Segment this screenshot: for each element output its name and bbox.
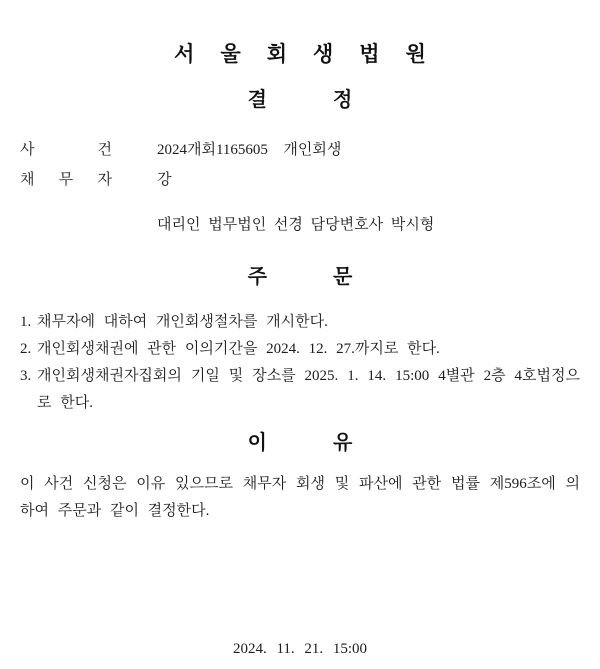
debtor-value: 강 [157, 172, 172, 188]
order-item: 개인회생채권에 관한 이의기간을 2024. 12. 27.까지로 한다. [37, 341, 440, 357]
representative-line: 대리인 법무법인 선경 담당변호사 박시형 [157, 217, 435, 233]
order-heading: 주문 [247, 266, 419, 288]
decision-date: 2024. 11. 21. 15:00 [232, 641, 368, 657]
case-info-block [20, 142, 580, 188]
order-item: 개인회생채권자집회의 기일 및 장소를 2025. 1. 14. 15:00 4별관 2층 4호법정으로 한다. [37, 368, 580, 411]
debtor-row [20, 172, 580, 188]
case-number-value: 2024개회1165605 개인회생 [157, 142, 342, 158]
reason-heading: 이유 [247, 432, 419, 454]
decision-title: 결정 [247, 89, 419, 111]
case-number-row [20, 142, 580, 158]
order-list [20, 309, 580, 417]
court-title: 서울회생법원 [174, 43, 452, 66]
case-label: 사 건 [20, 142, 112, 158]
debtor-label: 채 무 자 [20, 172, 112, 188]
reason-text: 이 사건 신청은 이유 있으므로 채무자 회생 및 파산에 관한 법률 제596조에 의하여 주문과 같이 결정한다. [20, 476, 580, 519]
order-item: 채무자에 대하여 개인회생절차를 개시한다. [37, 314, 328, 330]
